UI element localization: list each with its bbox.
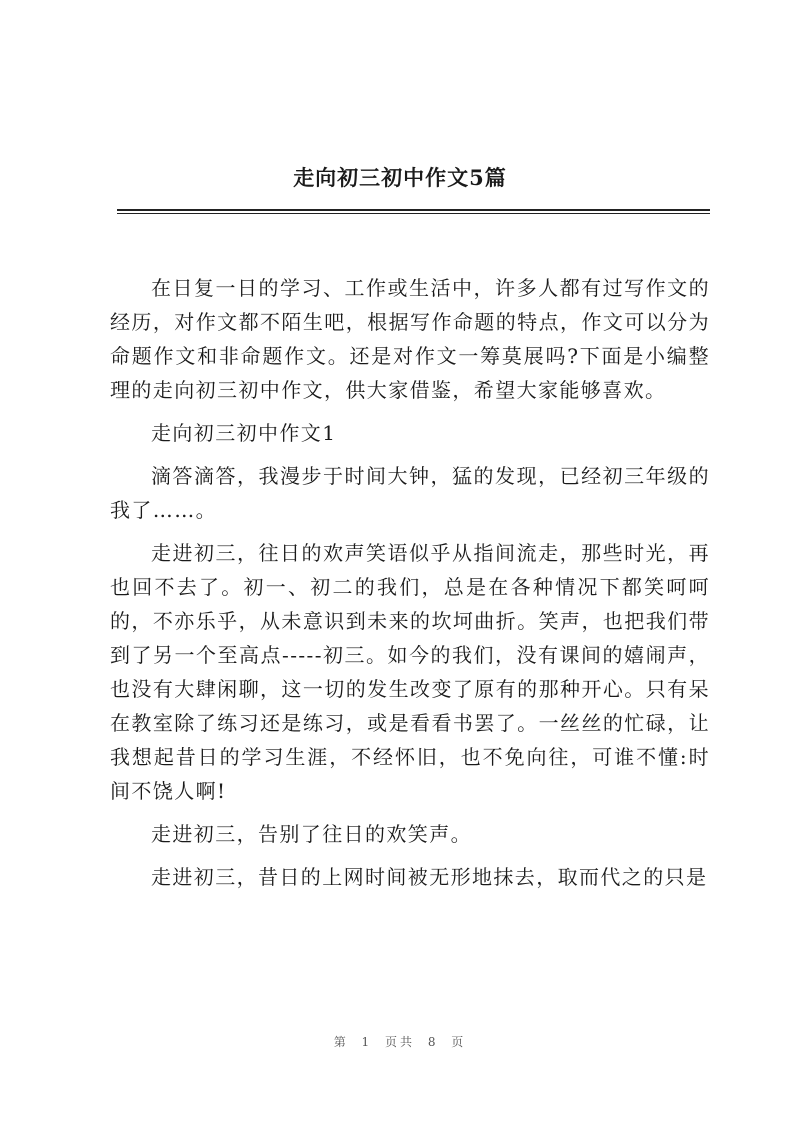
intro-paragraph: 在日复一日的学习、工作或生活中，许多人都有过写作文的经历，对作文都不陌生吧，根据写作命题的特点，作文可以分为命题作文和非命题作文。还是对作文一筹莫展吗?下面是小编整理的走向初三初中作文，供大家借鉴，希望大家能够喜欢。 [110,276,710,402]
body-paragraph: 滴答滴答，我漫步于时间大钟，猛的发现，已经初三年级的我了……。 [110,464,710,522]
document-title: 走向初三初中作文5篇 [293,165,507,190]
document-body [110,271,710,903]
body-paragraph: 走进初三，告别了往日的欢笑声。 [151,822,472,846]
body-paragraph: 走进初三，昔日的上网时间被无形地抹去，取而代之的只是 [151,865,708,889]
body-paragraph: 走进初三，往日的欢声笑语似乎从指间流走，那些时光，再也回不去了。初一、初二的我们，总是在各种情况下都笑呵呵的，不亦乐乎，从未意识到未来的坎坷曲折。笑声，也把我们带到了另一个至高点-----初三。如今的我们，没有课间的嬉闹声，也没有大肆闲聊，这一切的发生改变了原有的那种开心。只有呆在教室除了练习还是练习，或是看看书罢了。一丝丝的忙碌，让我想起昔日的学习生涯，不经怀旧，也不免向往，可谁不懂:时间不饶人啊! [110,541,710,803]
title-divider-thin [117,213,710,214]
page-footer: 第 1 页共 8 页 [333,1035,467,1049]
section-heading: 走向初三初中作文1 [151,421,337,445]
title-divider [117,209,710,211]
